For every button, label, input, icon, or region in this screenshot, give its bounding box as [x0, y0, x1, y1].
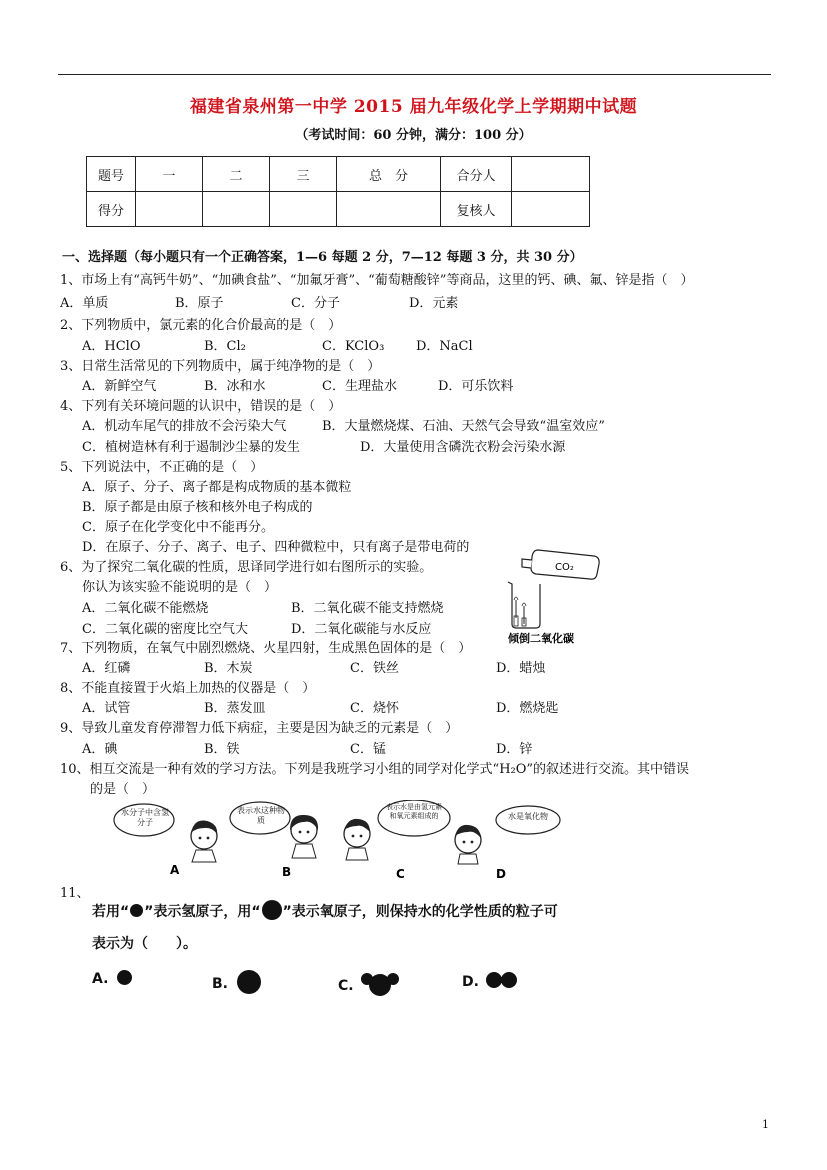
option-b: B．原子	[175, 296, 224, 311]
option-b: B．冰和水	[204, 379, 266, 394]
question-8-stem: 8、不能直接置于火焰上加热的仪器是（ ）	[60, 681, 316, 696]
option-a: A．单质	[60, 296, 109, 311]
table-cell: 三	[270, 157, 337, 192]
student-avatar	[455, 825, 481, 864]
option-d: D．燃烧匙	[496, 701, 559, 716]
figure-caption: 倾倒二氧化碳	[508, 632, 574, 645]
question-6-stem: 6、为了探究二氧化碳的性质，思译同学进行如右图所示的实验。	[60, 560, 433, 575]
oxygen-atom-icon	[262, 900, 282, 920]
table-cell	[270, 192, 337, 227]
option-a: A．HClO	[82, 339, 141, 354]
table-cell	[203, 192, 270, 227]
option-c: C．二氧化碳的密度比空气大	[82, 622, 248, 637]
table-cell: 总 分	[337, 157, 441, 192]
bubble-text: 水是氧化物	[508, 812, 548, 821]
option-c: C．原子在化学变化中不能再分。	[82, 520, 274, 535]
option-c: C．分子	[291, 296, 340, 311]
option-d: D．NaCl	[416, 339, 473, 354]
option-a	[92, 970, 132, 987]
option-c	[338, 970, 402, 998]
question-5-stem: 5、下列说法中，不正确的是（ ）	[60, 460, 264, 475]
students-discussion-figure	[112, 800, 582, 882]
option-d: D．锌	[496, 742, 533, 757]
section-heading: 一、选择题（每小题只有一个正确答案，1—6 每题 2 分，7—12 每题 3 分，共 30 分）	[62, 250, 583, 265]
question-1-stem: 1、市场上有“高钙牛奶”、“加碘食盐”、“加氟牙膏”、“葡萄糖酸锌”等商品，这里的钙、碘、氟、锌是指（ ）	[60, 273, 694, 288]
table-cell: 合分人	[441, 157, 512, 192]
question-9-stem: 9、导致儿童发育停滞智力低下病症，主要是因为缺乏的元素是（ ）	[60, 721, 459, 736]
option-b: B．二氧化碳不能支持燃烧	[291, 601, 444, 616]
question-11-stem	[92, 900, 558, 921]
option-b: B．木炭	[204, 661, 253, 676]
question-3-stem: 3、日常生活常见的下列物质中，属于纯净物的是（ ）	[60, 359, 381, 374]
question-10-stem: 10、相互交流是一种有效的学习方法。下列是我班学习小组的同学对化学式“H₂O”的叙述进行交流。其中错误	[60, 762, 690, 777]
option-label: D	[496, 867, 506, 881]
option-a: A．红磷	[82, 661, 131, 676]
hydrogen-atom-icon	[130, 904, 143, 917]
option-b: B．原子都是由原子核和核外电子构成的	[82, 500, 313, 515]
hydrogen-molecule-icon	[484, 970, 520, 990]
co2-label: CO₂	[555, 562, 574, 573]
question-6-stem-2: 你认为该实验不能说明的是（ ）	[82, 580, 278, 595]
page-number: 1	[762, 1118, 769, 1131]
table-cell: 一	[136, 157, 203, 192]
bubble-text: 表示水是由氢元素和氧元素组成的	[386, 803, 442, 820]
option-d: D．大量使用含磷洗衣粉会污染水源	[360, 440, 566, 455]
co2-pouring-figure	[500, 540, 620, 650]
option-c: C．烧怀	[350, 701, 399, 716]
student-avatar	[191, 821, 217, 863]
option-a: A．试管	[82, 701, 131, 716]
table-cell: 复核人	[441, 192, 512, 227]
table-cell	[512, 157, 590, 192]
option-label: B.	[212, 976, 228, 992]
bubble-text: 水分子中含氢分子	[121, 808, 169, 827]
option-b: B．Cl₂	[204, 339, 246, 354]
oxygen-atom-icon	[237, 970, 261, 994]
option-c: C．锰	[350, 742, 386, 757]
option-b: B．蒸发皿	[204, 701, 266, 716]
option-label: A	[170, 863, 180, 877]
hydrogen-atom-icon	[117, 970, 132, 985]
option-label: B	[282, 865, 292, 879]
table-cell	[136, 192, 203, 227]
stem-part: ”表示氧原子，则保持水的化学性质的粒子可	[282, 904, 558, 920]
option-a: A．二氧化碳不能燃烧	[82, 601, 209, 616]
table-cell: 题号	[87, 157, 136, 192]
table-cell: 二	[203, 157, 270, 192]
page-title: 福建省泉州第一中学 2015 届九年级化学上学期期中试题	[189, 97, 638, 117]
top-rule	[58, 74, 771, 75]
option-c: C．生理盐水	[322, 379, 397, 394]
table-cell	[512, 192, 590, 227]
option-a: A．机动车尾气的排放不会污染大气	[82, 419, 287, 434]
score-table-row	[87, 157, 590, 192]
score-table	[86, 156, 590, 227]
student-avatar	[344, 819, 370, 860]
score-table-row	[87, 192, 590, 227]
option-a: A．新鲜空气	[82, 379, 157, 394]
option-c: C．KClO₃	[322, 339, 385, 354]
question-11-stem-2: 表示为（ ）。	[92, 936, 197, 952]
water-molecule-icon	[358, 970, 402, 998]
option-b: B．大量燃烧煤、石油、天然气会导致“温室效应”	[322, 419, 605, 434]
question-2-stem: 2、下列物质中，氯元素的化合价最高的是（ ）	[60, 318, 342, 333]
option-d	[462, 970, 520, 990]
option-d: D．二氧化碳能与水反应	[291, 622, 432, 637]
stem-part: ”表示氢原子，用“	[144, 904, 261, 920]
table-cell	[337, 192, 441, 227]
beaker	[508, 582, 540, 628]
option-d: D．可乐饮料	[438, 379, 514, 394]
stem-part: 若用“	[92, 904, 130, 920]
exam-info: （考试时间：60 分钟，满分：100 分）	[295, 128, 532, 143]
table-cell: 得分	[87, 192, 136, 227]
option-a: A．原子、分子、离子都是构成物质的基本微粒	[82, 480, 352, 495]
option-label: C	[396, 867, 405, 881]
question-4-stem: 4、下列有关环境问题的认识中，错误的是（ ）	[60, 399, 342, 414]
option-label: D.	[462, 974, 479, 990]
student-avatar	[290, 815, 318, 858]
option-d: D．在原子、分子、离子、电子、四种微粒中，只有离子是带电荷的	[82, 540, 470, 555]
option-label: C.	[338, 978, 354, 994]
option-c: C．植树造林有利于遏制沙尘暴的发生	[82, 440, 300, 455]
bubble-text: 表示水这种物质	[237, 806, 285, 825]
question-10-stem-2: 的是（ ）	[90, 782, 156, 797]
option-a: A．碘	[82, 742, 118, 757]
question-11-number: 11、	[60, 886, 90, 901]
option-c: C．铁丝	[350, 661, 399, 676]
option-label: A.	[92, 971, 109, 987]
option-d: D．蜡烛	[496, 661, 546, 676]
option-d: D．元素	[409, 296, 459, 311]
option-b: B．铁	[204, 742, 240, 757]
question-7-stem: 7、下列物质，在氧气中剧烈燃烧、火星四射，生成黑色固体的是（ ）	[60, 641, 472, 656]
option-b	[212, 970, 261, 994]
